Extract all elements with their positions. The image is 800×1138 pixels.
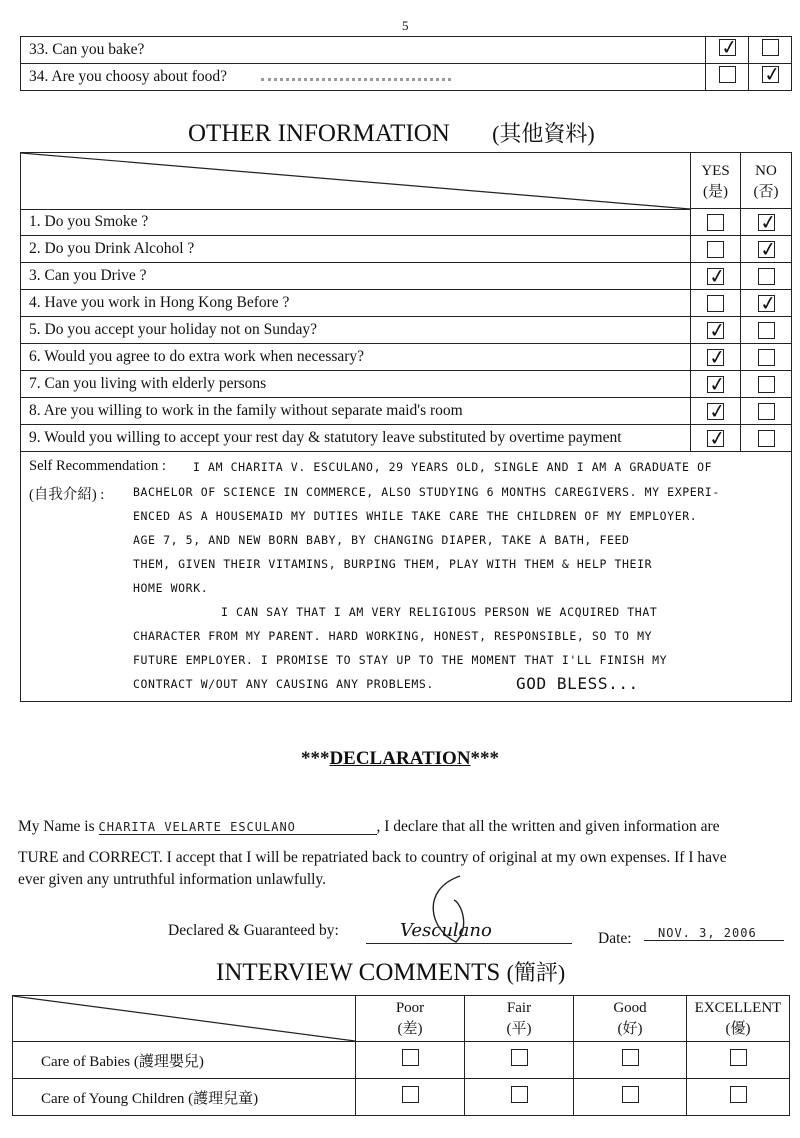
interview-table (12, 995, 790, 1116)
diagonal-line (21, 153, 690, 209)
interview-header-row (13, 996, 790, 1042)
column-header-good: Good (好) (574, 996, 687, 1042)
yes-checkbox[interactable] (707, 430, 724, 447)
signature-scrawl (400, 870, 520, 950)
good-checkbox[interactable] (622, 1086, 639, 1103)
signature: Vesculano (400, 920, 492, 941)
question-label: 5. Do you accept your holiday not on Sunday? (29, 321, 317, 338)
question-row (21, 37, 792, 64)
declared-label: Declared & Guaranteed by: (168, 922, 339, 939)
no-checkbox[interactable] (758, 430, 775, 447)
column-header-excellent: EXCELLENT (優) (687, 996, 790, 1042)
question-label: 1. Do you Smoke ? (29, 213, 149, 230)
no-checkbox[interactable] (758, 322, 775, 339)
interview-title: INTERVIEW COMMENTS (簡評) (216, 959, 566, 986)
question-label: 9. Would you willing to accept your rest day & statutory leave substituted by overtime payment (29, 429, 622, 446)
yes-checkbox[interactable] (707, 376, 724, 393)
interview-row (13, 1079, 790, 1116)
self-rec-line: I AM CHARITA V. ESCULANO, 29 YEARS OLD, SINGLE AND I AM A GRADUATE OF (193, 460, 713, 474)
scribble-marks (261, 68, 451, 81)
no-checkbox[interactable] (758, 295, 775, 312)
self-rec-label-cn: (自我介紹) : (29, 487, 105, 503)
name-field[interactable]: CHARITA VELARTE ESCULANO (99, 820, 377, 835)
declaration-title: ***DECLARATION*** (300, 748, 500, 769)
column-header-fair: Fair (平) (465, 996, 574, 1042)
question-label: 6. Would you agree to do extra work when necessary? (29, 348, 365, 365)
poor-checkbox[interactable] (402, 1086, 419, 1103)
yes-header: YES (是) (690, 153, 740, 209)
self-rec-line: ENCED AS A HOUSEMAID MY DUTIES WHILE TAKE CARE THE CHILDREN OF MY EMPLOYER. (133, 509, 698, 523)
excellent-checkbox[interactable] (730, 1049, 747, 1066)
yes-checkbox[interactable] (707, 268, 724, 285)
declaration-line-3: ever given any untruthful information unlawfully. (18, 871, 327, 888)
no-checkbox[interactable] (758, 241, 775, 258)
no-checkbox[interactable] (758, 403, 775, 420)
self-rec-line: THEM, GIVEN THEIR VITAMINS, BURPING THEM, PLAY WITH THEM & HELP THEIR (133, 557, 653, 571)
header-blank-cell (21, 153, 690, 210)
column-header-poor: Poor (差) (356, 996, 465, 1042)
self-rec-line: CHARACTER FROM MY PARENT. HARD WORKING, HONEST, RESPONSIBLE, SO TO MY (133, 629, 653, 643)
self-rec-closing: GOD BLESS... (516, 674, 639, 693)
question-label: 3. Can you Drive ? (29, 267, 147, 284)
question-row (21, 290, 791, 317)
self-rec-line: BACHELOR OF SCIENCE IN COMMERCE, ALSO STUDYING 6 MONTHS CAREGIVERS. MY EXPERI- (133, 485, 720, 499)
question-label: 7. Can you living with elderly persons (29, 375, 267, 392)
yes-checkbox[interactable] (707, 322, 724, 339)
good-checkbox[interactable] (622, 1049, 639, 1066)
interview-row-label: Care of Young Children (護理兒童) (13, 1079, 356, 1116)
no-checkbox[interactable] (758, 268, 775, 285)
no-checkbox[interactable] (762, 39, 779, 56)
header-blank-cell (13, 996, 356, 1042)
self-rec-line: I CAN SAY THAT I AM VERY RELIGIOUS PERSON WE ACQUIRED THAT (221, 605, 658, 619)
excellent-checkbox[interactable] (730, 1086, 747, 1103)
top-questions-table (20, 36, 792, 91)
no-checkbox[interactable] (762, 66, 779, 83)
yes-checkbox[interactable] (707, 241, 724, 258)
self-recommendation (21, 452, 791, 701)
fair-checkbox[interactable] (511, 1086, 528, 1103)
question-row (21, 371, 791, 398)
no-checkbox[interactable] (758, 214, 775, 231)
page-number: 5 (402, 18, 409, 33)
declaration-line-1: My Name is CHARITA VELARTE ESCULANO , I declare that all the written and given information are (18, 818, 720, 835)
question-row (21, 64, 792, 91)
question-row (21, 263, 791, 290)
yes-checkbox[interactable] (719, 66, 736, 83)
self-rec-line: AGE 7, 5, AND NEW BORN BABY, BY CHANGING DIAPER, TAKE A BATH, FEED (133, 533, 630, 547)
fair-checkbox[interactable] (511, 1049, 528, 1066)
question-row (21, 209, 791, 236)
yes-checkbox[interactable] (707, 349, 724, 366)
yes-checkbox[interactable] (707, 295, 724, 312)
yes-checkbox[interactable] (707, 403, 724, 420)
yes-checkbox[interactable] (719, 39, 736, 56)
yes-checkbox[interactable] (707, 214, 724, 231)
no-checkbox[interactable] (758, 376, 775, 393)
question-label: 2. Do you Drink Alcohol ? (29, 240, 195, 257)
question-label: 34. Are you choosy about food? (21, 64, 706, 91)
date-field[interactable]: NOV. 3, 2006 (644, 926, 784, 941)
question-row (21, 317, 791, 344)
question-label: 4. Have you work in Hong Kong Before ? (29, 294, 290, 311)
question-row (21, 398, 791, 425)
no-checkbox[interactable] (758, 349, 775, 366)
date-label: Date: (598, 930, 632, 947)
question-row (21, 344, 791, 371)
question-row (21, 236, 791, 263)
self-rec-label: Self Recommendation : (29, 458, 166, 474)
interview-row (13, 1042, 790, 1079)
other-info-title: OTHER INFORMATION (其他資料) (188, 120, 595, 147)
question-label: 8. Are you willing to work in the family without separate maid's room (29, 402, 463, 419)
diagonal-line (13, 996, 355, 1041)
poor-checkbox[interactable] (402, 1049, 419, 1066)
no-header: NO (否) (740, 153, 791, 209)
declaration-line-2: TURE and CORRECT. I accept that I will be repatriated back to country of original at my own expenses. If I have (18, 849, 727, 866)
question-row (21, 425, 791, 452)
self-rec-line: HOME WORK. (133, 581, 209, 595)
question-label: 33. Can you bake? (21, 37, 706, 64)
self-rec-line: FUTURE EMPLOYER. I PROMISE TO STAY UP TO THE MOMENT THAT I'LL FINISH MY (133, 653, 668, 667)
interview-row-label: Care of Babies (護理嬰兒) (13, 1042, 356, 1079)
self-rec-line: CONTRACT W/OUT ANY CAUSING ANY PROBLEMS. (133, 677, 434, 691)
other-info-table (20, 152, 792, 702)
